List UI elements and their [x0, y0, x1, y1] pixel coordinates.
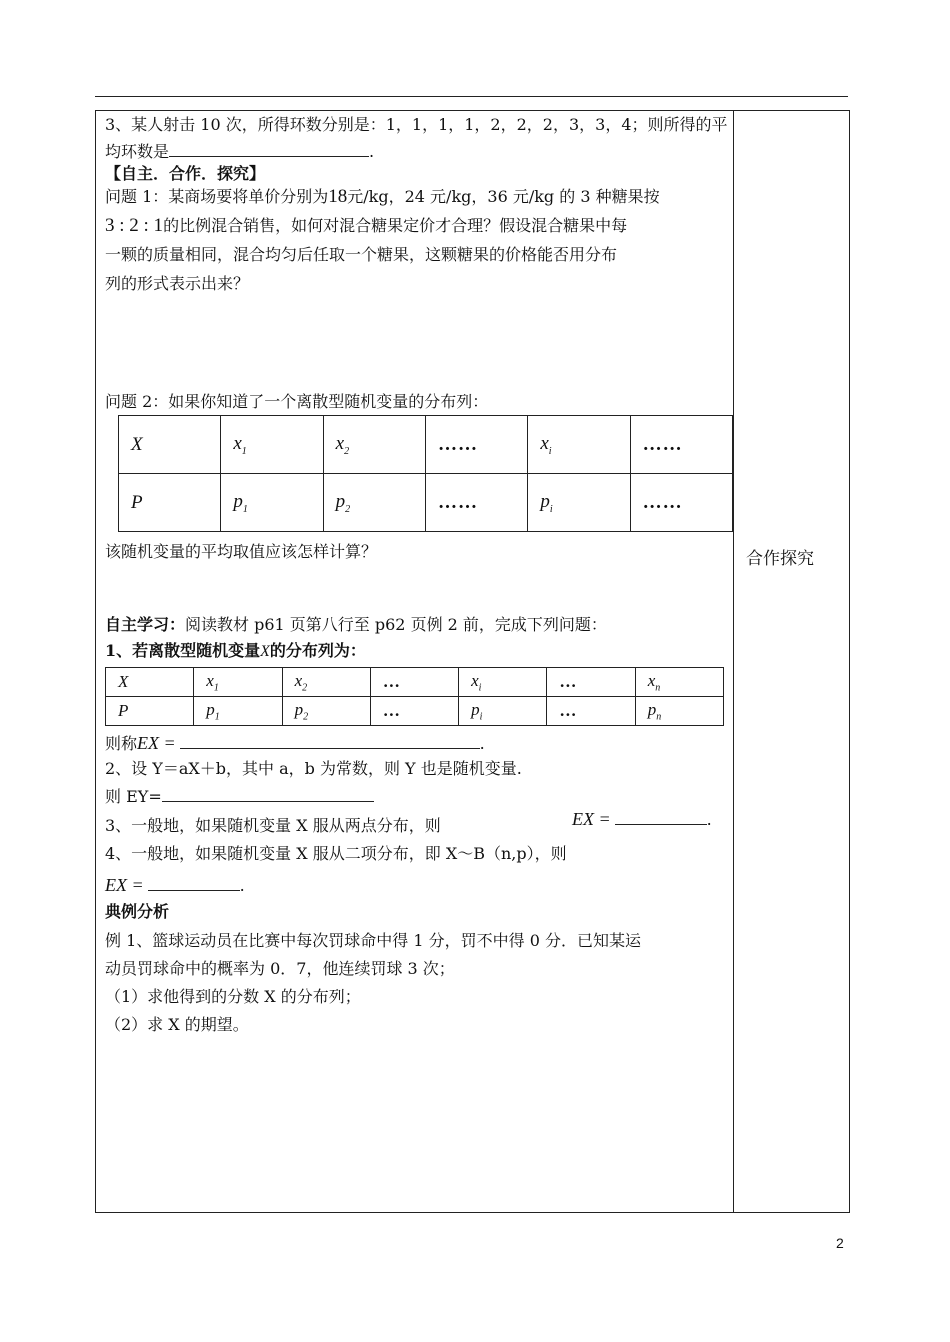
column-divider: [733, 110, 734, 1213]
item3-line: 3、一般地，如果随机变量 X 服从两点分布，则: [105, 816, 441, 835]
item1-pre: 1、若离散型随机变量: [105, 641, 261, 660]
q3-line2-text: 均环数是: [105, 142, 170, 161]
problem1-line1: [105, 186, 660, 208]
example1-line2: 动员罚球命中的概率为 0．7，他连续罚球 3 次；: [105, 959, 455, 978]
table-cell: $p_1$: [194, 697, 282, 726]
page-number: 2: [836, 1235, 844, 1251]
table-row: [119, 474, 733, 532]
table-cell: P: [119, 474, 221, 532]
table-cell: $p_2$: [323, 474, 425, 532]
item2-ey-line: [105, 786, 374, 808]
table-cell: $p_2$: [282, 697, 370, 726]
distribution-table-1: [118, 415, 733, 532]
header-rule: [95, 96, 848, 97]
item4-answer-blank[interactable]: [148, 876, 240, 891]
self-study-line: [105, 614, 607, 636]
item3-answer-blank[interactable]: [615, 810, 707, 825]
item3-ex: EX =: [572, 809, 611, 829]
section-title: 【自主．合作．探究】: [105, 164, 266, 183]
problem1-ratio: 3 : 2 : 1: [105, 215, 164, 236]
problem1-line1-post: 元/kg，24 元/kg，36 元/kg 的 3 种糖果按: [347, 187, 660, 206]
q3-line2: [105, 141, 374, 163]
table-cell: $x_1$: [221, 416, 323, 474]
problem2-question: 该随机变量的平均取值应该怎样计算？: [105, 542, 378, 561]
table-cell: $x_n$: [635, 668, 723, 697]
table-cell: $x_i$: [459, 668, 547, 697]
item1-line: [105, 640, 366, 663]
table-cell: ……: [425, 474, 527, 532]
table-cell: $p_n$: [635, 697, 723, 726]
example1-line1: 例 1、篮球运动员在比赛中每次罚球命中得 1 分，罚不中得 0 分．已知某运: [105, 931, 641, 950]
table-row: [106, 697, 724, 726]
ex-answer-blank[interactable]: [180, 734, 480, 749]
problem1-price-18: 18: [328, 186, 348, 207]
table-row: [119, 416, 733, 474]
problem1-line2: [105, 215, 627, 237]
problem2-line: 问题 2：如果你知道了一个离散型随机变量的分布列：: [105, 392, 489, 411]
table-cell: X: [106, 668, 194, 697]
ex-def-tail: .: [479, 734, 485, 753]
table-cell: X: [119, 416, 221, 474]
item1-var: X: [260, 643, 270, 660]
ex-expr: EX =: [137, 733, 176, 753]
table-cell: ……: [630, 474, 732, 532]
item2-line: 2、设 Y＝aX＋b，其中 a，b 为常数，则 Y 也是随机变量.: [105, 759, 522, 778]
table-cell: …: [370, 668, 458, 697]
item4-ex-line: [105, 874, 245, 897]
table-cell: $x_2$: [323, 416, 425, 474]
example1-q2: （2）求 X 的期望。: [105, 1015, 249, 1034]
problem1-line2-post: 的比例混合销售，如何对混合糖果定价才合理？假设混合糖果中每: [163, 216, 628, 235]
table-cell: $x_i$: [528, 416, 630, 474]
ex-def-pre: 则称: [105, 734, 138, 753]
q3-answer-blank[interactable]: [169, 142, 369, 157]
example1-q1: （1）求他得到的分数 X 的分布列；: [105, 987, 361, 1006]
self-study-label: 自主学习：: [105, 615, 186, 634]
self-study-text: 阅读教材 p61 页第八行至 p62 页例 2 前，完成下列问题：: [185, 615, 607, 634]
table-cell: $p_i$: [528, 474, 630, 532]
table-cell: ……: [425, 416, 527, 474]
table-cell: …: [547, 668, 635, 697]
item4-line: 4、一般地，如果随机变量 X 服从二项分布，即 X～B（n,p），则: [105, 844, 567, 863]
table-cell: ……: [630, 416, 732, 474]
table-cell: $p_i$: [459, 697, 547, 726]
ex-definition-line: [105, 732, 485, 755]
table-cell: $p_1$: [221, 474, 323, 532]
problem1-line3: 一颗的质量相同，混合均匀后任取一个糖果，这颗糖果的价格能否用分布: [105, 245, 618, 264]
ey-answer-blank[interactable]: [162, 787, 374, 802]
item1-post: 的分布列为：: [269, 641, 366, 660]
problem1-line4: 列的形式表示出来？: [105, 274, 250, 293]
table-cell: …: [547, 697, 635, 726]
item2-ey: 则 EY=: [105, 787, 162, 806]
side-note: 合作探究: [746, 549, 814, 569]
q3-tail: .: [369, 142, 375, 161]
table-cell: …: [370, 697, 458, 726]
example-title: 典例分析: [105, 902, 170, 921]
item4-tail: .: [239, 876, 245, 895]
q3-line1: 3、某人射击 10 次，所得环数分别是：1，1，1，1，2，2，2，3，3，4；则所得的平: [105, 115, 728, 134]
table-cell: $x_2$: [282, 668, 370, 697]
table-cell: P: [106, 697, 194, 726]
item3-tail: .: [706, 810, 712, 829]
table-cell: $x_1$: [194, 668, 282, 697]
distribution-table-2: [105, 667, 724, 726]
item4-ex: EX =: [105, 875, 144, 895]
table-row: [106, 668, 724, 697]
item3-ex-line: [572, 808, 712, 831]
problem1-line1-pre: 问题 1：某商场要将单价分别为: [105, 187, 329, 206]
